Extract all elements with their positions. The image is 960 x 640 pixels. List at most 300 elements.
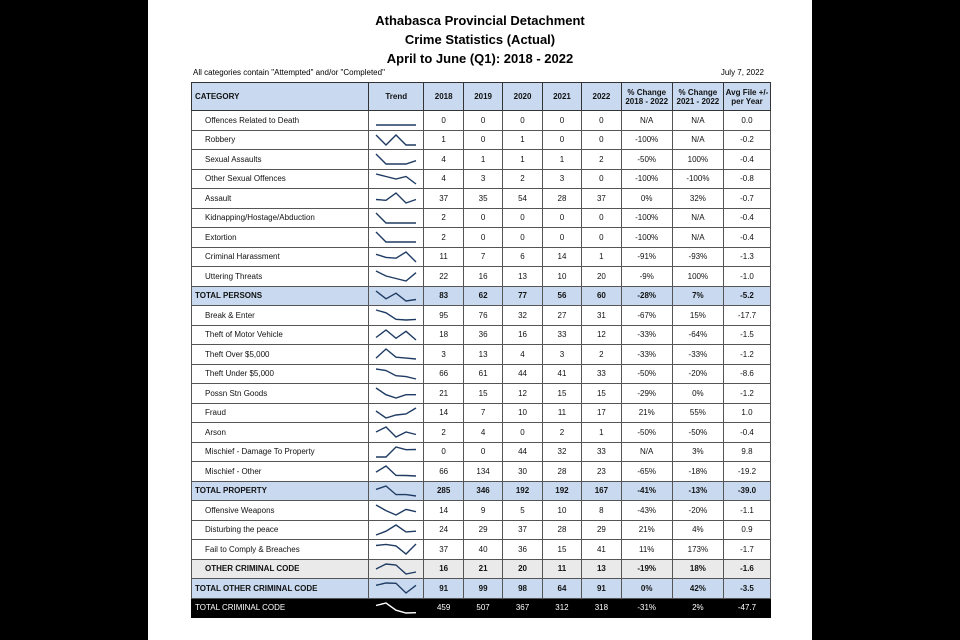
category-cell: TOTAL OTHER CRIMINAL CODE bbox=[192, 579, 369, 599]
trend-sparkline bbox=[374, 406, 418, 420]
avg-file-per-year: -1.6 bbox=[723, 559, 770, 579]
header-category: CATEGORY bbox=[192, 83, 369, 111]
trend-cell bbox=[369, 325, 424, 345]
trend-cell bbox=[369, 598, 424, 618]
category-cell: Theft Under $5,000 bbox=[192, 364, 369, 384]
pct-change-2021-2022: 42% bbox=[672, 579, 723, 599]
trend-cell bbox=[369, 150, 424, 170]
trend-sparkline bbox=[374, 308, 418, 322]
table-row bbox=[192, 501, 771, 521]
trend-cell bbox=[369, 208, 424, 228]
table-row bbox=[192, 286, 771, 306]
category-cell: Fraud bbox=[192, 403, 369, 423]
value-2018: 1 bbox=[424, 130, 463, 150]
trend-cell bbox=[369, 267, 424, 287]
pct-change-2018-2022: -100% bbox=[621, 169, 672, 189]
value-2020: 1 bbox=[503, 130, 542, 150]
table-row bbox=[192, 247, 771, 267]
pct-change-2021-2022: -100% bbox=[672, 169, 723, 189]
header-2022: 2022 bbox=[582, 83, 621, 111]
table-row bbox=[192, 540, 771, 560]
trend-line bbox=[376, 213, 416, 223]
pct-change-2018-2022: -100% bbox=[621, 208, 672, 228]
header-pct2-line2: 2021 - 2022 bbox=[676, 96, 720, 106]
value-2022: 31 bbox=[582, 306, 621, 326]
table-row bbox=[192, 598, 771, 618]
report-date: July 7, 2022 bbox=[720, 68, 764, 77]
value-2021: 33 bbox=[542, 325, 581, 345]
trend-line bbox=[376, 408, 416, 418]
pct-change-2021-2022: 55% bbox=[672, 403, 723, 423]
trend-cell bbox=[369, 111, 424, 131]
value-2018: 4 bbox=[424, 169, 463, 189]
value-2019: 76 bbox=[463, 306, 502, 326]
header-pct1-line2: 2018 - 2022 bbox=[625, 96, 669, 106]
header-pct-change-2021-2022 bbox=[672, 83, 723, 111]
value-2019: 99 bbox=[463, 579, 502, 599]
category-cell: TOTAL CRIMINAL CODE bbox=[192, 598, 369, 618]
avg-file-per-year: -0.4 bbox=[723, 150, 770, 170]
value-2022: 0 bbox=[582, 130, 621, 150]
value-2020: 4 bbox=[503, 345, 542, 365]
trend-sparkline bbox=[374, 211, 418, 225]
avg-file-per-year: 1.0 bbox=[723, 403, 770, 423]
trend-line bbox=[376, 583, 416, 593]
category-cell: Possn Stn Goods bbox=[192, 384, 369, 404]
trend-cell bbox=[369, 247, 424, 267]
pct-change-2018-2022: 21% bbox=[621, 403, 672, 423]
value-2021: 10 bbox=[542, 267, 581, 287]
value-2019: 21 bbox=[463, 559, 502, 579]
value-2021: 10 bbox=[542, 501, 581, 521]
avg-file-per-year: -47.7 bbox=[723, 598, 770, 618]
trend-line bbox=[376, 135, 416, 145]
table-body bbox=[192, 111, 771, 618]
pct-change-2018-2022: -9% bbox=[621, 267, 672, 287]
value-2018: 18 bbox=[424, 325, 463, 345]
trend-line bbox=[376, 447, 416, 457]
trend-line bbox=[376, 252, 416, 262]
pct-change-2018-2022: -33% bbox=[621, 345, 672, 365]
header-avg-line1: Avg File +/- bbox=[725, 87, 769, 97]
value-2018: 0 bbox=[424, 111, 463, 131]
value-2020: 367 bbox=[503, 598, 542, 618]
value-2019: 0 bbox=[463, 130, 502, 150]
value-2022: 0 bbox=[582, 228, 621, 248]
value-2019: 134 bbox=[463, 462, 502, 482]
table-row bbox=[192, 325, 771, 345]
trend-line bbox=[376, 427, 416, 437]
value-2019: 36 bbox=[463, 325, 502, 345]
avg-file-per-year: -0.4 bbox=[723, 208, 770, 228]
header-2019: 2019 bbox=[463, 83, 502, 111]
trend-line bbox=[376, 232, 416, 242]
value-2022: 33 bbox=[582, 442, 621, 462]
value-2022: 0 bbox=[582, 169, 621, 189]
table-row bbox=[192, 306, 771, 326]
category-cell: Break & Enter bbox=[192, 306, 369, 326]
value-2019: 16 bbox=[463, 267, 502, 287]
trend-sparkline bbox=[374, 113, 418, 127]
trend-sparkline bbox=[374, 601, 418, 615]
table-row bbox=[192, 130, 771, 150]
trend-line bbox=[376, 271, 416, 281]
trend-sparkline bbox=[374, 347, 418, 361]
value-2018: 459 bbox=[424, 598, 463, 618]
value-2020: 1 bbox=[503, 150, 542, 170]
report-subtitle: Crime Statistics (Actual) bbox=[404, 32, 556, 47]
pct-change-2018-2022: -50% bbox=[621, 150, 672, 170]
value-2022: 13 bbox=[582, 559, 621, 579]
trend-sparkline bbox=[374, 464, 418, 478]
trend-cell bbox=[369, 286, 424, 306]
value-2021: 28 bbox=[542, 520, 581, 540]
avg-file-per-year: -0.8 bbox=[723, 169, 770, 189]
value-2018: 91 bbox=[424, 579, 463, 599]
trend-cell bbox=[369, 423, 424, 443]
table-row bbox=[192, 481, 771, 501]
value-2018: 66 bbox=[424, 364, 463, 384]
pct-change-2018-2022: N/A bbox=[621, 111, 672, 131]
avg-file-per-year: -1.7 bbox=[723, 540, 770, 560]
category-note: All categories contain "Attempted" and/or "Completed" bbox=[193, 68, 385, 77]
value-2018: 3 bbox=[424, 345, 463, 365]
pct-change-2018-2022: -29% bbox=[621, 384, 672, 404]
value-2020: 54 bbox=[503, 189, 542, 209]
value-2018: 21 bbox=[424, 384, 463, 404]
value-2019: 1 bbox=[463, 150, 502, 170]
report-page bbox=[148, 0, 812, 640]
value-2021: 15 bbox=[542, 384, 581, 404]
avg-file-per-year: -17.7 bbox=[723, 306, 770, 326]
value-2018: 22 bbox=[424, 267, 463, 287]
pct-change-2021-2022: 18% bbox=[672, 559, 723, 579]
pct-change-2021-2022: 3% bbox=[672, 442, 723, 462]
value-2022: 0 bbox=[582, 111, 621, 131]
avg-file-per-year: -0.2 bbox=[723, 130, 770, 150]
header-trend: Trend bbox=[369, 83, 424, 111]
category-cell: Uttering Threats bbox=[192, 267, 369, 287]
trend-sparkline bbox=[374, 191, 418, 205]
value-2018: 24 bbox=[424, 520, 463, 540]
crime-statistics-table bbox=[191, 82, 771, 618]
pct-change-2021-2022: 4% bbox=[672, 520, 723, 540]
avg-file-per-year: -1.3 bbox=[723, 247, 770, 267]
value-2019: 0 bbox=[463, 208, 502, 228]
value-2021: 0 bbox=[542, 111, 581, 131]
pct-change-2018-2022: -67% bbox=[621, 306, 672, 326]
pct-change-2018-2022: -91% bbox=[621, 247, 672, 267]
pct-change-2018-2022: -100% bbox=[621, 130, 672, 150]
trend-line bbox=[376, 388, 416, 398]
category-cell: Assault bbox=[192, 189, 369, 209]
table-row bbox=[192, 345, 771, 365]
value-2022: 15 bbox=[582, 384, 621, 404]
table-row bbox=[192, 559, 771, 579]
pct-change-2018-2022: -100% bbox=[621, 228, 672, 248]
pct-change-2021-2022: -13% bbox=[672, 481, 723, 501]
report-title: Athabasca Provincial Detachment bbox=[375, 13, 585, 28]
value-2021: 11 bbox=[542, 403, 581, 423]
trend-cell bbox=[369, 169, 424, 189]
avg-file-per-year: 0.9 bbox=[723, 520, 770, 540]
pct-change-2021-2022: -50% bbox=[672, 423, 723, 443]
trend-sparkline bbox=[374, 328, 418, 342]
value-2022: 33 bbox=[582, 364, 621, 384]
value-2022: 2 bbox=[582, 150, 621, 170]
value-2019: 15 bbox=[463, 384, 502, 404]
category-cell: Fail to Comply & Breaches bbox=[192, 540, 369, 560]
pct-change-2021-2022: N/A bbox=[672, 130, 723, 150]
pct-change-2018-2022: -50% bbox=[621, 364, 672, 384]
value-2020: 32 bbox=[503, 306, 542, 326]
pct-change-2018-2022: N/A bbox=[621, 442, 672, 462]
value-2021: 41 bbox=[542, 364, 581, 384]
value-2022: 60 bbox=[582, 286, 621, 306]
trend-sparkline bbox=[374, 581, 418, 595]
pct-change-2021-2022: -93% bbox=[672, 247, 723, 267]
value-2022: 23 bbox=[582, 462, 621, 482]
trend-cell bbox=[369, 384, 424, 404]
category-cell: Offensive Weapons bbox=[192, 501, 369, 521]
avg-file-per-year: -3.5 bbox=[723, 579, 770, 599]
category-cell: Robbery bbox=[192, 130, 369, 150]
trend-sparkline bbox=[374, 230, 418, 244]
pct-change-2018-2022: -41% bbox=[621, 481, 672, 501]
trend-cell bbox=[369, 130, 424, 150]
value-2021: 312 bbox=[542, 598, 581, 618]
pct-change-2021-2022: -64% bbox=[672, 325, 723, 345]
value-2018: 285 bbox=[424, 481, 463, 501]
table-row bbox=[192, 384, 771, 404]
trend-sparkline bbox=[374, 523, 418, 537]
table-row bbox=[192, 364, 771, 384]
pct-change-2021-2022: -20% bbox=[672, 364, 723, 384]
value-2019: 507 bbox=[463, 598, 502, 618]
value-2018: 4 bbox=[424, 150, 463, 170]
table-row bbox=[192, 423, 771, 443]
trend-line bbox=[376, 193, 416, 203]
trend-line bbox=[376, 369, 416, 379]
header-2020: 2020 bbox=[503, 83, 542, 111]
header-pct1-line1: % Change bbox=[627, 87, 667, 97]
value-2020: 10 bbox=[503, 403, 542, 423]
trend-sparkline bbox=[374, 133, 418, 147]
trend-cell bbox=[369, 501, 424, 521]
category-cell: TOTAL PROPERTY bbox=[192, 481, 369, 501]
trend-line bbox=[376, 174, 416, 184]
table-row bbox=[192, 189, 771, 209]
header-avg-line2: per Year bbox=[731, 96, 763, 106]
value-2020: 37 bbox=[503, 520, 542, 540]
value-2019: 4 bbox=[463, 423, 502, 443]
category-cell: Arson bbox=[192, 423, 369, 443]
table-row bbox=[192, 169, 771, 189]
avg-file-per-year: -8.6 bbox=[723, 364, 770, 384]
trend-line bbox=[376, 330, 416, 340]
table-row bbox=[192, 267, 771, 287]
value-2019: 61 bbox=[463, 364, 502, 384]
category-cell: Other Sexual Offences bbox=[192, 169, 369, 189]
pct-change-2021-2022: 0% bbox=[672, 384, 723, 404]
value-2020: 0 bbox=[503, 208, 542, 228]
trend-cell bbox=[369, 403, 424, 423]
trend-sparkline bbox=[374, 269, 418, 283]
pct-change-2018-2022: 0% bbox=[621, 189, 672, 209]
value-2021: 3 bbox=[542, 345, 581, 365]
pct-change-2021-2022: 2% bbox=[672, 598, 723, 618]
value-2020: 77 bbox=[503, 286, 542, 306]
table-row bbox=[192, 208, 771, 228]
value-2019: 0 bbox=[463, 111, 502, 131]
pct-change-2021-2022: 7% bbox=[672, 286, 723, 306]
value-2021: 3 bbox=[542, 169, 581, 189]
avg-file-per-year: -39.0 bbox=[723, 481, 770, 501]
pct-change-2018-2022: -33% bbox=[621, 325, 672, 345]
value-2020: 13 bbox=[503, 267, 542, 287]
value-2020: 2 bbox=[503, 169, 542, 189]
avg-file-per-year: -19.2 bbox=[723, 462, 770, 482]
pct-change-2018-2022: -43% bbox=[621, 501, 672, 521]
trend-cell bbox=[369, 306, 424, 326]
value-2018: 0 bbox=[424, 442, 463, 462]
pct-change-2021-2022: -33% bbox=[672, 345, 723, 365]
category-cell: Kidnapping/Hostage/Abduction bbox=[192, 208, 369, 228]
pct-change-2021-2022: 100% bbox=[672, 267, 723, 287]
header-pct-change-2018-2022 bbox=[621, 83, 672, 111]
trend-cell bbox=[369, 462, 424, 482]
value-2019: 40 bbox=[463, 540, 502, 560]
avg-file-per-year: -1.2 bbox=[723, 384, 770, 404]
category-cell: Mischief - Other bbox=[192, 462, 369, 482]
value-2022: 8 bbox=[582, 501, 621, 521]
value-2022: 41 bbox=[582, 540, 621, 560]
trend-cell bbox=[369, 481, 424, 501]
value-2020: 30 bbox=[503, 462, 542, 482]
trend-line bbox=[376, 525, 416, 535]
trend-cell bbox=[369, 364, 424, 384]
value-2021: 28 bbox=[542, 462, 581, 482]
trend-sparkline bbox=[374, 250, 418, 264]
trend-cell bbox=[369, 442, 424, 462]
value-2019: 13 bbox=[463, 345, 502, 365]
value-2019: 9 bbox=[463, 501, 502, 521]
trend-sparkline bbox=[374, 152, 418, 166]
pct-change-2018-2022: -65% bbox=[621, 462, 672, 482]
value-2020: 20 bbox=[503, 559, 542, 579]
value-2022: 1 bbox=[582, 423, 621, 443]
value-2021: 0 bbox=[542, 228, 581, 248]
value-2019: 346 bbox=[463, 481, 502, 501]
avg-file-per-year: 0.0 bbox=[723, 111, 770, 131]
avg-file-per-year: -1.0 bbox=[723, 267, 770, 287]
trend-line bbox=[376, 466, 416, 476]
trend-sparkline bbox=[374, 289, 418, 303]
table-row bbox=[192, 150, 771, 170]
value-2021: 64 bbox=[542, 579, 581, 599]
trend-line bbox=[376, 544, 416, 554]
avg-file-per-year: -1.1 bbox=[723, 501, 770, 521]
pct-change-2021-2022: 32% bbox=[672, 189, 723, 209]
category-cell: Theft of Motor Vehicle bbox=[192, 325, 369, 345]
trend-cell bbox=[369, 345, 424, 365]
value-2020: 98 bbox=[503, 579, 542, 599]
value-2022: 2 bbox=[582, 345, 621, 365]
category-cell: Extortion bbox=[192, 228, 369, 248]
value-2018: 16 bbox=[424, 559, 463, 579]
value-2022: 17 bbox=[582, 403, 621, 423]
value-2022: 0 bbox=[582, 208, 621, 228]
table-row bbox=[192, 228, 771, 248]
trend-sparkline bbox=[374, 445, 418, 459]
pct-change-2018-2022: 11% bbox=[621, 540, 672, 560]
value-2021: 28 bbox=[542, 189, 581, 209]
value-2021: 15 bbox=[542, 540, 581, 560]
trend-sparkline bbox=[374, 172, 418, 186]
value-2020: 12 bbox=[503, 384, 542, 404]
value-2019: 7 bbox=[463, 247, 502, 267]
value-2022: 318 bbox=[582, 598, 621, 618]
trend-sparkline bbox=[374, 562, 418, 576]
table-row bbox=[192, 462, 771, 482]
value-2020: 6 bbox=[503, 247, 542, 267]
value-2019: 0 bbox=[463, 228, 502, 248]
value-2021: 14 bbox=[542, 247, 581, 267]
header-2018: 2018 bbox=[424, 83, 463, 111]
value-2019: 35 bbox=[463, 189, 502, 209]
trend-sparkline bbox=[374, 367, 418, 381]
value-2019: 62 bbox=[463, 286, 502, 306]
pct-change-2021-2022: N/A bbox=[672, 228, 723, 248]
pct-change-2021-2022: 173% bbox=[672, 540, 723, 560]
value-2018: 95 bbox=[424, 306, 463, 326]
trend-line bbox=[376, 505, 416, 515]
value-2020: 0 bbox=[503, 423, 542, 443]
pct-change-2021-2022: N/A bbox=[672, 208, 723, 228]
value-2018: 83 bbox=[424, 286, 463, 306]
category-cell: Criminal Harassment bbox=[192, 247, 369, 267]
pct-change-2018-2022: -19% bbox=[621, 559, 672, 579]
trend-cell bbox=[369, 520, 424, 540]
value-2018: 14 bbox=[424, 403, 463, 423]
value-2021: 0 bbox=[542, 208, 581, 228]
value-2021: 2 bbox=[542, 423, 581, 443]
value-2022: 1 bbox=[582, 247, 621, 267]
trend-sparkline bbox=[374, 425, 418, 439]
value-2019: 7 bbox=[463, 403, 502, 423]
value-2020: 44 bbox=[503, 442, 542, 462]
value-2019: 29 bbox=[463, 520, 502, 540]
value-2018: 66 bbox=[424, 462, 463, 482]
pct-change-2018-2022: -31% bbox=[621, 598, 672, 618]
value-2022: 29 bbox=[582, 520, 621, 540]
category-cell: TOTAL PERSONS bbox=[192, 286, 369, 306]
trend-line bbox=[376, 564, 416, 574]
trend-sparkline bbox=[374, 386, 418, 400]
value-2021: 192 bbox=[542, 481, 581, 501]
value-2020: 44 bbox=[503, 364, 542, 384]
trend-line bbox=[376, 310, 416, 320]
pct-change-2021-2022: -18% bbox=[672, 462, 723, 482]
value-2020: 0 bbox=[503, 111, 542, 131]
table-row bbox=[192, 579, 771, 599]
value-2021: 56 bbox=[542, 286, 581, 306]
category-cell: OTHER CRIMINAL CODE bbox=[192, 559, 369, 579]
avg-file-per-year: -5.2 bbox=[723, 286, 770, 306]
trend-cell bbox=[369, 579, 424, 599]
category-cell: Disturbing the peace bbox=[192, 520, 369, 540]
avg-file-per-year: -1.5 bbox=[723, 325, 770, 345]
